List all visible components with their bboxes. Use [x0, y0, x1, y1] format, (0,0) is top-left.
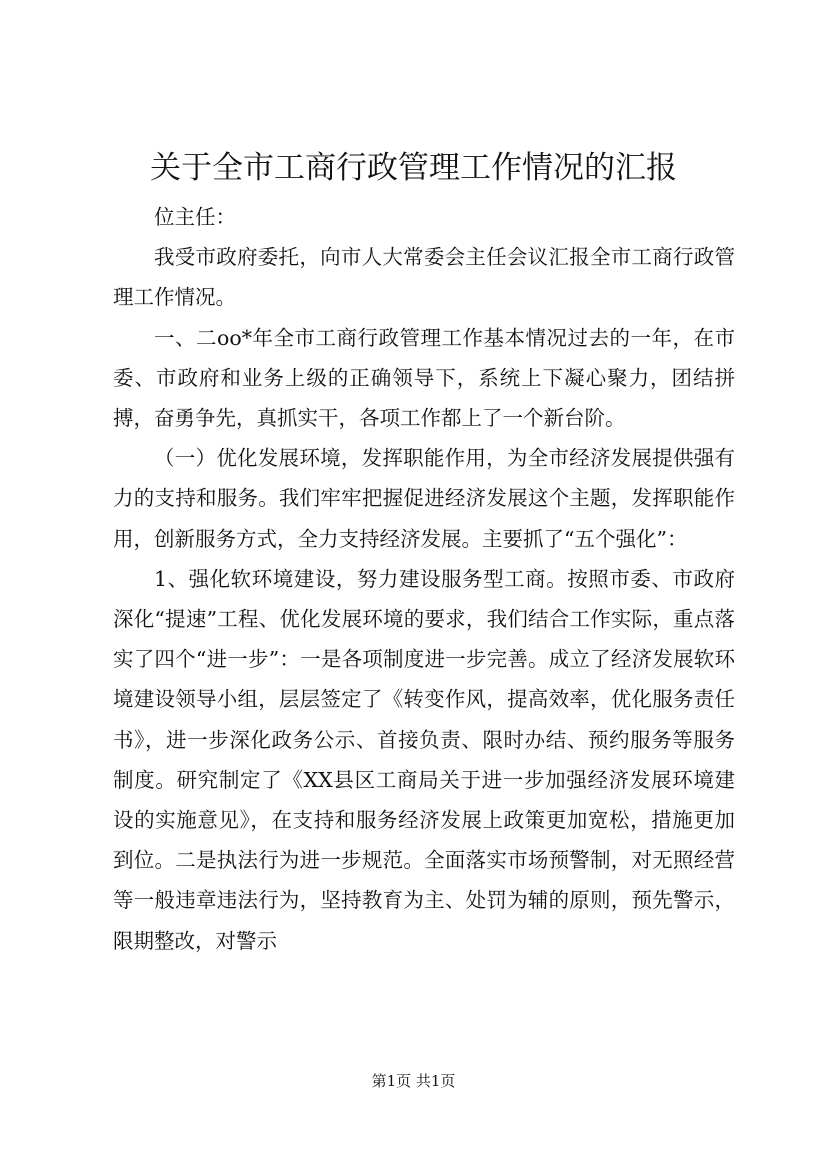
item-one-paragraph: 1、强化软环境建设，努力建设服务型工商。按照市委、市政府深化“提速”工程、优化发展环境的要求，我们结合工作实际，重点落实了四个“进一步”：一是各项制度进一步完善。成立了经济发展软环境建设领导小组，层层签定了《转变作风，提高效率，优化服务责任书》，进一步深化政务公示、首接负责、限时办结、预约服务等服务制度。研究制定了《XX县区工商局关于进一步加强经济发展环境建设的实施意见》，在支持和服务经济发展上政策更加宽松，措施更加到位。二是执法行为进一步规范。全面落实市场预警制，对无照经营等一般违章违法行为，坚持教育为主、处罚为辅的原则，预先警示，限期整改，对警示 [113, 566, 735, 953]
subsection-one-paragraph: （一）优化发展环境，发挥职能作用，为全市经济发展提供强有力的支持和服务。我们牢牢把握促进经济发展这个主题，发挥职能作用，创新服务方式，全力支持经济发展。主要抓了“五个强化”： [113, 446, 735, 551]
page-number: 第1页 共1页 [371, 1072, 456, 1090]
intro-paragraph: 我受市政府委托，向市人大常委会主任会议汇报全市工商行政管理工作情况。 [113, 245, 735, 310]
section-one-paragraph: 一、二oo*年全市工商行政管理工作基本情况过去的一年，在市委、市政府和业务上级的正确领导下，系统上下凝心聚力，团结拼搏，奋勇争先，真抓实干，各项工作都上了一个新台阶。 [113, 325, 735, 431]
document-body [113, 197, 735, 961]
salutation-paragraph: 位主任： [154, 205, 236, 229]
page-footer [0, 1071, 827, 1091]
document-title: 关于全市工商行政管理工作情况的汇报 [150, 150, 677, 186]
